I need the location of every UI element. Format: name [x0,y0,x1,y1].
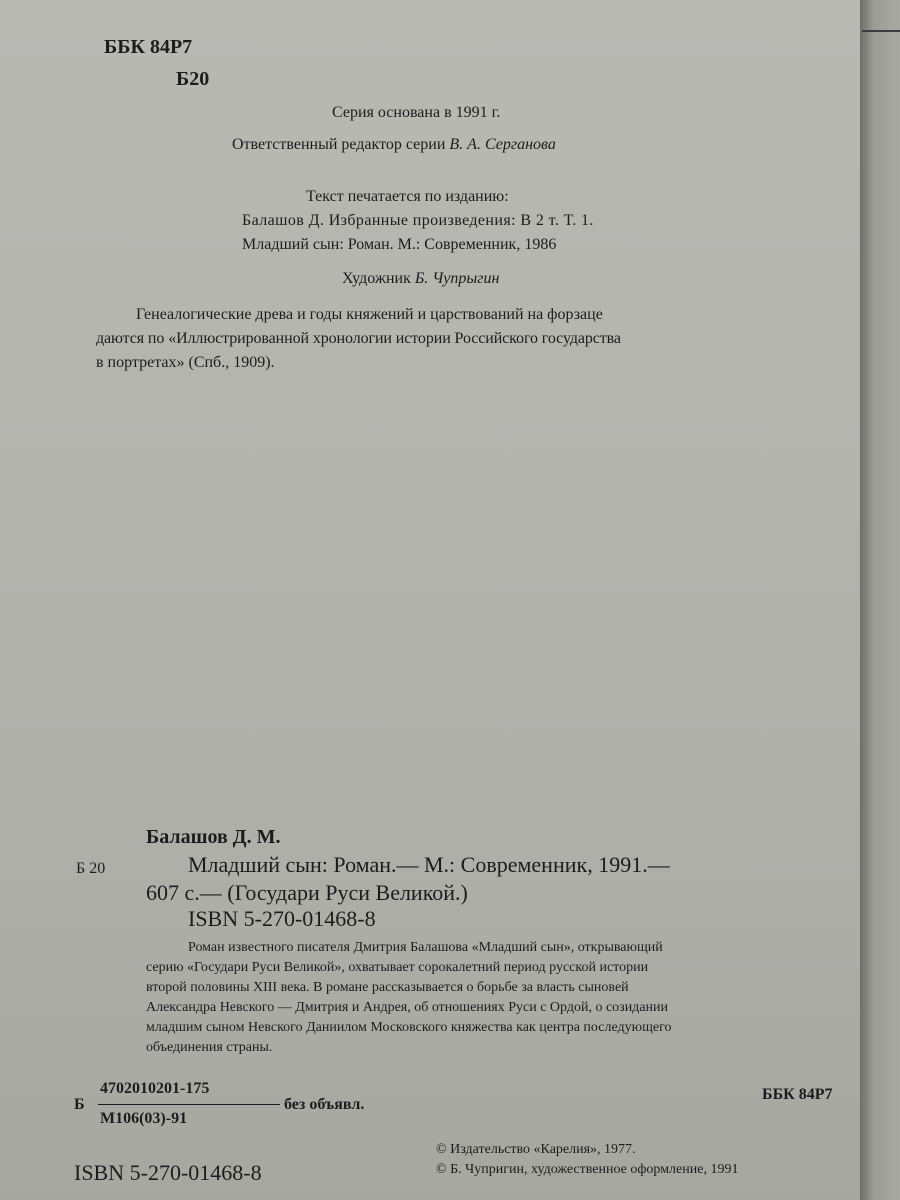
catalog-code-top: Б20 [176,68,210,90]
bbk-code-bottom: ББК 84Р7 [762,1086,833,1103]
genealogy-line-3: в портретах» (Спб., 1909). [96,354,275,371]
imprint-letter: Б [74,1096,85,1113]
genealogy-line-1: Генеалогические древа и годы княжений и царствований на форзаце [136,306,603,323]
artist-name: Б. Чупрыгин [414,270,500,287]
copyright-artist: © Б. Чупригин, художественное оформление, 1991 [436,1162,739,1177]
source-edition: Балашов Д. Избранные произведения: В 2 т. Т. 1. [242,212,594,229]
catalog-author: Балашов Д. М. [146,826,281,848]
page-edge-mark [862,30,900,32]
catalog-title-line-1: Младший сын: Роман.— М.: Современник, 1991.— [188,852,670,877]
series-founded: Серия основана в 1991 г. [332,104,501,121]
series-editor-label: Ответственный редактор серии [232,136,446,153]
imprint-no-ads: без объявл. [284,1096,365,1113]
page-edge-shadow [860,0,900,1200]
annotation-line-3: второй половины XIII века. В романе рассказывается о борьбе за власть сыновей [146,980,629,995]
source-novel: Младший сын: Роман. М.: Современник, 1986 [242,236,557,253]
imprint-numerator: 4702010201-175 [100,1080,210,1097]
artist-label: Художник [342,270,411,287]
artist-credit [342,270,499,288]
bbk-code-top: ББК 84Р7 [104,36,193,58]
annotation-line-2: серию «Государи Руси Великой», охватывает сорокалетний период русской истории [146,960,649,975]
copyright-publisher: © Издательство «Карелия», 1977. [436,1142,636,1157]
annotation-line-4: Александра Невского — Дмитрия и Андрея, об отношениях Руси с Ордой, о созидании [146,1000,668,1015]
annotation-line-5: младшим сыном Невского Даниилом Московского княжества как центра последующего [146,1020,672,1035]
footer-isbn: ISBN 5-270-01468-8 [74,1160,262,1185]
catalog-index: Б 20 [76,860,106,877]
imprint-fraction-line [98,1104,280,1105]
genealogy-line-2: даются по «Иллюстрированной хронологии истории Российского государства [96,330,621,347]
catalog-isbn: ISBN 5-270-01468-8 [188,906,376,931]
series-editor [232,136,556,154]
annotation-line-1: Роман известного писателя Дмитрия Балашова «Младший сын», открывающий [188,940,663,955]
imprint-denominator: М106(03)-91 [100,1110,188,1127]
catalog-title-line-2: 607 с.— (Государи Руси Великой.) [146,880,468,905]
annotation-line-6: объединения страны. [146,1040,273,1055]
source-intro: Текст печатается по изданию: [306,188,509,205]
series-editor-name: В. А. Серганова [449,136,556,153]
